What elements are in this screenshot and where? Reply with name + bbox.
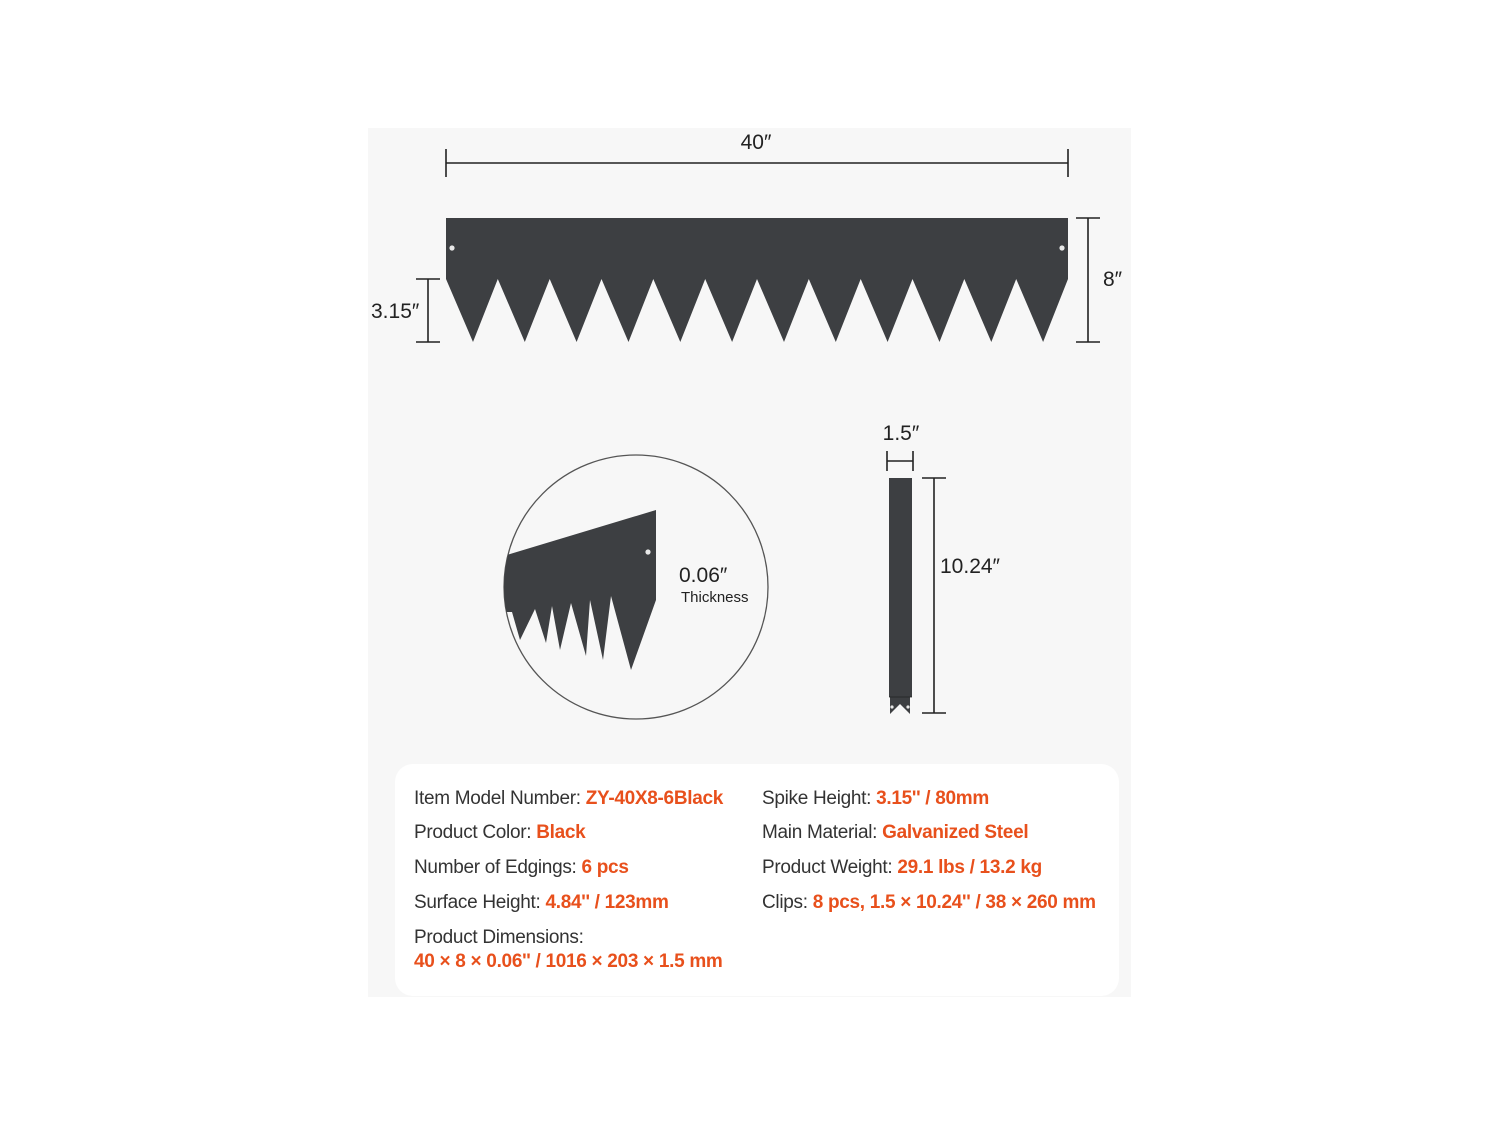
clip-height-label: 10.24″ [940,555,1000,578]
height-label: 8″ [1103,268,1123,291]
spec-label: Product Color: [414,822,537,843]
spec-value: 8 pcs, 1.5 × 10.24'' / 38 × 260 mm [812,892,1096,913]
spec-label: Spike Height: [762,788,877,809]
length-label: 40″ [740,131,772,154]
height-dimension [1076,218,1100,342]
spec-label: Product Weight: [762,857,898,878]
spec-label: Clips: [762,892,813,913]
spec-spike-height [762,788,989,810]
spike-height-dimension [416,279,440,342]
spec-label: Main Material: [762,822,883,843]
spec-value: 29.1 lbs / 13.2 kg [897,857,1042,878]
spec-product-color [414,822,585,844]
edging-panel [446,218,1068,342]
spec-clips [762,892,1096,914]
thickness-label: Thickness [681,589,749,606]
clip-height-dimension [922,478,946,713]
spec-label: Item Model Number: [414,788,586,809]
thickness-value: 0.06″ [679,564,728,587]
spec-value: Galvanized Steel [882,822,1029,843]
spec-value: Black [536,822,586,843]
mount-hole-right [1059,245,1064,250]
spec-value: 6 pcs [581,857,629,878]
spec-value: 4.84'' / 123mm [545,892,669,913]
clip-width-label: 1.5″ [882,422,920,445]
spec-main-material [762,822,1028,844]
spec-label: Number of Edgings: [414,857,582,878]
mount-hole-left [449,245,454,250]
spec-label: Product Dimensions: [414,927,584,948]
clip-width-dimension [887,451,913,471]
spec-product-weight [762,857,1042,879]
spec-value: 40 × 8 × 0.06'' / 1016 × 203 × 1.5 mm [414,951,723,972]
spec-product-dimensions-label [414,927,584,949]
spec-surface-height [414,892,669,914]
spec-label: Surface Height: [414,892,546,913]
spec-product-dimensions-value [414,951,723,973]
clip-stake [889,478,912,714]
spec-model-number [414,788,723,810]
spec-value: 3.15'' / 80mm [876,788,989,809]
spec-value: ZY-40X8-6Black [585,788,724,809]
spike-height-label: 3.15″ [371,300,420,323]
spec-number-of-edgings [414,857,629,879]
